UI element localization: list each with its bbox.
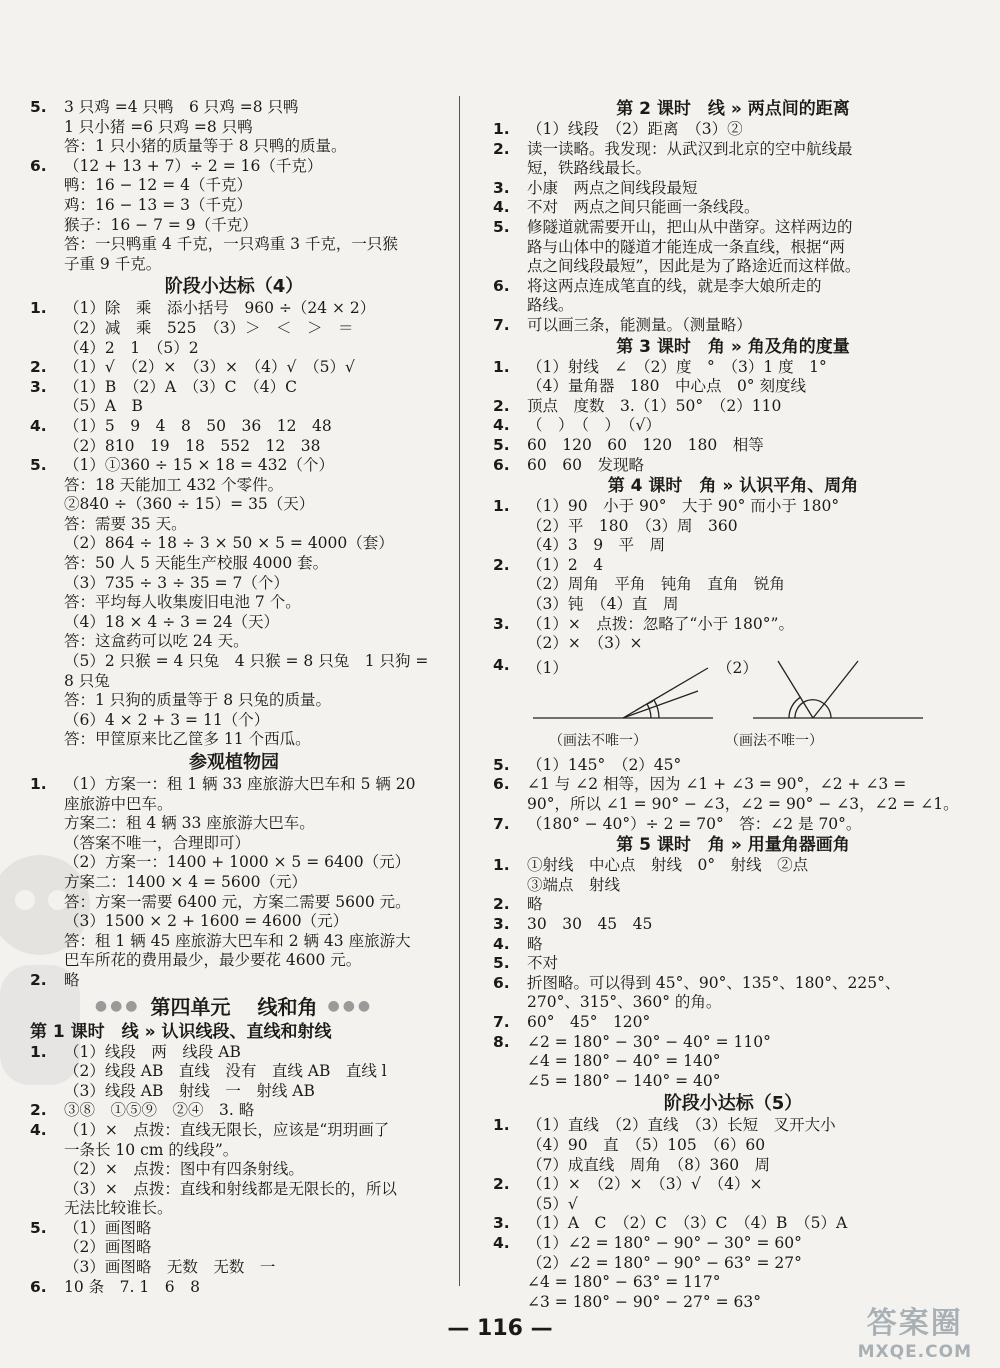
item-number: 1. <box>30 299 47 318</box>
left-column <box>30 98 438 1297</box>
answer-text: 答：租 1 辆 45 座旅游大巴车和 2 辆 43 座旅游大 <box>64 931 411 950</box>
item-number: 2. <box>30 1101 47 1120</box>
answer-text: （1）方案一：租 1 辆 33 座旅游大巴车和 5 辆 20 <box>64 775 416 793</box>
figure-caption-2: （画法不唯一） <box>725 732 823 749</box>
item-number: 5. <box>30 456 47 475</box>
item-number: 1. <box>493 357 510 376</box>
lesson-heading: 第 3 课时 角 » 角及角的度量 <box>616 336 850 357</box>
answer-text: 不对 <box>527 954 559 973</box>
answer-line <box>493 775 973 795</box>
item-number: 2. <box>30 358 47 377</box>
answer-text: 读一读略。我发现：从武汉到北京的空中航线最 <box>527 139 853 158</box>
answer-line <box>493 1254 973 1274</box>
answer-text: ∠3 = 180° − 90° − 27° = 63° <box>527 1292 761 1311</box>
item-number: 5. <box>30 98 47 116</box>
answer-line <box>30 593 438 613</box>
answer-line <box>30 358 438 378</box>
answer-text: 将这两点连成笔直的线，就是李大娘所走的 <box>527 276 822 295</box>
answer-line <box>30 795 438 815</box>
angle-figures <box>493 656 973 752</box>
item-number: 1. <box>30 1042 47 1061</box>
answer-text: （3）× 点拨：直线和射线都是无限长的，所以 <box>64 1179 397 1198</box>
item-number: 3. <box>493 915 510 933</box>
answer-line <box>493 915 973 935</box>
answer-text: ③⑧ ①⑤⑨ ②④ 3. 略 <box>64 1101 255 1120</box>
answer-line <box>493 120 973 140</box>
answer-line <box>30 672 438 692</box>
item-number: 4. <box>493 416 510 435</box>
answer-text: 鸡：16 − 13 = 3（千克） <box>64 195 252 214</box>
figure-label-1: （1） <box>527 658 568 677</box>
answer-text: 答：甲筐原来比乙筐多 11 个西瓜。 <box>64 730 311 749</box>
column-divider <box>459 96 460 1286</box>
answer-line <box>30 417 438 437</box>
item-number: 4. <box>30 416 47 435</box>
answer-line <box>30 1043 438 1063</box>
item-number: 5. <box>493 217 510 236</box>
answer-text: 巴车所花的费用最少，最少要花 4600 元。 <box>64 951 362 970</box>
answer-text: 答：1 只小猪的质量等于 8 只鸭的质量。 <box>64 137 347 156</box>
watermark-main: 答案圈 <box>866 1306 963 1341</box>
answer-line <box>493 1175 973 1195</box>
answer-line <box>30 534 438 554</box>
answer-text: （ ） （ ） （√） <box>527 416 661 435</box>
answer-text: （4）3 9 平 周 <box>527 536 666 555</box>
item-number: 6. <box>493 455 510 474</box>
answer-text: （1）B （2）A （3）C （4）C <box>64 377 298 396</box>
answer-text: ∠2 = 180° − 30° − 40° = 110° <box>527 1032 771 1051</box>
answer-text: ∠1 与 ∠2 相等，因为 ∠1 + ∠3 = 90°，∠2 + ∠3 = <box>527 775 907 794</box>
item-number: 8. <box>493 1032 510 1051</box>
answer-line <box>493 756 973 776</box>
answer-line <box>30 775 438 795</box>
answer-text: 270°、315°、360° 的角。 <box>527 993 722 1012</box>
answer-line <box>493 993 973 1013</box>
answer-text: 猴子：16 − 7 = 9（千克） <box>64 215 258 234</box>
answer-text: （1）× 点拨：直线无限长，应该是“玥玥画了 <box>64 1120 390 1139</box>
item-number: 2. <box>493 1175 510 1194</box>
answer-text: （1）2 4 <box>527 555 604 574</box>
item-number: 2. <box>493 895 510 914</box>
answer-line <box>30 554 438 574</box>
answer-line <box>30 853 438 873</box>
answer-text: （2）810 19 18 552 12 38 <box>64 436 321 455</box>
item-number: 2. <box>30 970 47 989</box>
answer-text: 路与山体中的隧道才能连成一条直线，根据“两 <box>527 237 845 256</box>
answer-line <box>30 814 438 834</box>
answer-line <box>30 1160 438 1180</box>
answer-line <box>493 1234 973 1254</box>
item-number: 1. <box>493 856 510 875</box>
answer-line <box>30 574 438 594</box>
answer-line <box>30 176 438 196</box>
answer-line <box>30 255 438 275</box>
answer-text: （1）∠2 = 180° − 90° − 30° = 60° <box>527 1233 802 1252</box>
item-number: 7. <box>493 814 510 833</box>
answer-line <box>30 971 438 991</box>
section-heading: 参观植物园 <box>189 752 279 773</box>
answer-text: 60 120 60 120 180 相等 <box>527 435 764 454</box>
answer-text: （1）90 小于 90° 大于 90° 而小于 180° <box>527 497 840 516</box>
answer-text: 短，铁路线最长。 <box>527 159 652 178</box>
item-number: 3. <box>30 377 47 396</box>
answer-text: ①射线 中心点 射线 0° 射线 ②点 <box>527 856 809 875</box>
figure-caption-1: （画法不唯一） <box>549 732 647 749</box>
answer-text: （2）∠2 = 180° − 90° − 63° = 27° <box>527 1253 802 1272</box>
answer-line <box>30 1101 438 1121</box>
item-number: 5. <box>493 954 510 973</box>
answer-text: （5）2 只猴 = 4 只兔 4 只猴 = 8 只兔 1 只狗 = <box>64 652 429 671</box>
answer-line <box>493 277 973 297</box>
answer-text: （5）√ <box>527 1194 578 1213</box>
answer-line <box>493 1072 973 1092</box>
watermark-sub: MXQE.COM <box>857 1342 972 1362</box>
answer-line <box>493 575 973 595</box>
answer-text: 座旅游中巴车。 <box>64 794 173 813</box>
answer-line <box>30 1062 438 1082</box>
answer-line <box>30 932 438 952</box>
answer-text: （4）18 × 4 ÷ 3 = 24（天） <box>64 612 280 631</box>
answer-line <box>30 1180 438 1200</box>
answer-text: 路线。 <box>527 296 574 315</box>
item-number: 2. <box>493 555 510 574</box>
answer-line <box>30 1199 438 1219</box>
answer-text: 答：一只鸭重 4 千克，一只鸡重 3 千克，一只猴 <box>64 235 398 254</box>
angle-diagram <box>523 656 943 728</box>
answer-text: 1 只小猪 =6 只鸡 =8 只鸭 <box>64 117 253 136</box>
answer-line <box>30 711 438 731</box>
answer-text: 可以画三条，能测量。（测量略） <box>527 315 752 334</box>
answer-text: 答：18 天能加工 432 个零件。 <box>64 475 284 494</box>
item-number: 3. <box>493 614 510 633</box>
watermark-logo <box>858 1298 972 1362</box>
answer-text: 60° 45° 120° <box>527 1012 651 1031</box>
answer-line <box>30 515 438 535</box>
answer-line <box>493 595 973 615</box>
lesson-heading: 第 2 课时 线 » 两点间的距离 <box>616 99 850 119</box>
answer-text: 答：需要 35 天。 <box>64 514 187 533</box>
answer-text: （2）周角 平角 钝角 直角 锐角 <box>527 575 785 594</box>
answer-text: （2）平 180 （3）周 360 <box>527 516 738 535</box>
answer-line <box>30 157 438 177</box>
answer-line <box>30 1258 438 1278</box>
answer-line <box>30 1082 438 1102</box>
answer-line <box>493 935 973 955</box>
answer-text: （1）线段 两 线段 AB <box>64 1042 241 1061</box>
answer-line <box>30 397 438 417</box>
answer-line <box>493 815 973 835</box>
answer-text: （1）× （2）× （3）√ （4）× <box>527 1175 763 1194</box>
answer-line <box>30 951 438 971</box>
answer-line <box>493 416 973 436</box>
right-column <box>493 98 973 1312</box>
answer-text: 答：平均每人收集废旧电池 7 个。 <box>64 593 301 612</box>
unit-heading <box>30 991 438 1021</box>
answer-text: 鸭：16 − 12 = 4（千克） <box>64 176 252 195</box>
answer-line <box>493 1033 973 1053</box>
answer-line <box>493 1136 973 1156</box>
item-number: 2. <box>493 396 510 415</box>
answer-line <box>493 517 973 537</box>
answer-text: （4）2 1 （5）2 <box>64 338 199 357</box>
answer-text: 答：这盒药可以吃 24 天。 <box>64 632 249 651</box>
dots-decoration: ●●● <box>327 997 374 1014</box>
answer-line <box>493 1052 973 1072</box>
answer-text: 略 <box>527 934 543 953</box>
answer-line <box>30 1121 438 1141</box>
answer-line <box>493 876 973 896</box>
answer-text: （3）735 ÷ 3 ÷ 35 = 7（个） <box>64 573 289 592</box>
answer-text: （180° − 40°）÷ 2 = 70° 答：∠2 是 70°。 <box>527 814 862 833</box>
item-number: 4. <box>493 934 510 953</box>
page-number: — 116 — <box>447 1316 553 1341</box>
item-number: 1. <box>493 1116 510 1135</box>
answer-text: （6）4 × 2 + 3 = 11（个） <box>64 710 270 729</box>
item-number: 3. <box>493 178 510 197</box>
answer-text: （1）线段 （2）距离 （3）② <box>527 120 743 138</box>
answer-text: （12 + 13 + 7）÷ 2 = 16（千克） <box>64 156 323 175</box>
item-number: 1. <box>493 120 510 138</box>
item-number: 3. <box>493 1214 510 1233</box>
answer-text: 小康 两点之间线段最短 <box>527 178 698 197</box>
answer-text: 方案二：1400 × 4 = 5600（元） <box>64 872 307 891</box>
answer-line <box>30 730 438 750</box>
answer-line <box>30 613 438 633</box>
answer-text: 60 60 发现略 <box>527 455 644 474</box>
dots-decoration: ●●● <box>94 997 141 1014</box>
figure-label-2: （2） <box>717 658 758 677</box>
answer-text: 90°，所以 ∠1 = 90° − ∠3，∠2 = 90° − ∠3，∠2 = ∠1。 <box>527 795 959 814</box>
answer-text: （5）A B <box>64 397 143 416</box>
answer-text: （2）864 ÷ 18 ÷ 3 × 50 × 5 = 4000（套） <box>64 534 394 553</box>
answer-text: （2）× 点拨：图中有四条射线。 <box>64 1160 304 1179</box>
answer-line <box>493 179 973 199</box>
answer-line <box>30 632 438 652</box>
answer-text: （1）× 点拨：忽略了“小于 180°”。 <box>527 614 794 633</box>
answer-line <box>493 1273 973 1293</box>
answer-text: 子重 9 千克。 <box>64 254 162 273</box>
answer-text: ∠4 = 180° − 63° = 117° <box>527 1273 721 1292</box>
answer-line <box>30 339 438 359</box>
answer-line <box>30 437 438 457</box>
answer-text: （1）①360 ÷ 15 × 18 = 432（个） <box>64 456 335 475</box>
answer-text: 30 30 45 45 <box>527 915 653 933</box>
answer-text: ∠4 = 180° − 40° = 140° <box>527 1052 721 1071</box>
lesson-heading: 第 5 课时 角 » 用量角器画角 <box>616 835 850 856</box>
section-heading: 阶段小达标（4） <box>164 276 304 298</box>
answer-text: （3）1500 × 2 + 1600 = 4600（元） <box>64 912 349 931</box>
answer-text: 略 <box>527 895 543 914</box>
answer-text: （2）画图略 <box>64 1238 152 1257</box>
answer-line <box>30 652 438 672</box>
lesson-heading: 第 1 课时 线 » 认识线段、直线和射线 <box>30 1021 332 1042</box>
item-number: 1. <box>30 775 47 793</box>
answer-line <box>493 159 973 179</box>
answer-line <box>493 140 973 160</box>
answer-line <box>30 834 438 854</box>
answer-line <box>493 397 973 417</box>
answer-line <box>30 873 438 893</box>
answer-line <box>493 536 973 556</box>
answer-line <box>30 893 438 913</box>
answer-text: ③端点 射线 <box>527 875 621 894</box>
answer-text: ②840 ÷（360 ÷ 15）= 35（天） <box>64 495 315 514</box>
answer-line <box>493 974 973 994</box>
answer-line <box>30 235 438 255</box>
answer-text: 3 只鸡 =4 只鸭 6 只鸡 =8 只鸭 <box>64 98 299 116</box>
answer-line <box>30 912 438 932</box>
answer-line <box>493 954 973 974</box>
answer-text: （3）画图略 无数 无数 一 <box>64 1258 276 1277</box>
answer-text: 点之间线段最短”，因此是为了路途近而这样做。 <box>527 257 861 276</box>
answer-line <box>493 634 973 654</box>
answer-line <box>30 299 438 319</box>
answer-line <box>30 476 438 496</box>
answer-text: （4）90 直 （5）105 （6）60 <box>527 1135 766 1154</box>
answer-line <box>30 378 438 398</box>
answer-text: （1）A C （2）C （3）C （4）B （5）A <box>527 1214 848 1233</box>
answer-line <box>493 856 973 876</box>
answer-line <box>493 1116 973 1136</box>
answer-line <box>30 319 438 339</box>
answer-line <box>493 497 973 517</box>
answer-text: （2）方案一：1400 + 1000 × 5 = 6400（元） <box>64 853 411 872</box>
answer-text: （1）画图略 <box>64 1218 152 1237</box>
answer-line <box>30 137 438 157</box>
answer-line <box>493 377 973 397</box>
answer-line <box>493 238 973 258</box>
item-number: 5. <box>30 1218 47 1237</box>
answer-text: 顶点 度数 3.（1）50° （2）110 <box>527 396 782 415</box>
item-number: 6. <box>493 276 510 295</box>
answer-text: 10 条 7. 1 6 8 <box>64 1277 200 1296</box>
lesson-heading: 第 4 课时 角 » 认识平角、周角 <box>607 476 859 497</box>
item-number: 7. <box>493 1012 510 1031</box>
answer-text: （1）5 9 4 8 50 36 12 48 <box>64 416 332 435</box>
answer-line <box>493 556 973 576</box>
answer-text: 答：方案一需要 6400 元，方案二需要 5600 元。 <box>64 892 411 911</box>
answer-line <box>30 691 438 711</box>
item-number: 4. <box>493 1233 510 1252</box>
answer-text: 答：1 只狗的质量等于 8 只兔的质量。 <box>64 691 332 710</box>
answer-line <box>30 1238 438 1258</box>
answer-text: （1）直线 （2）直线 （3）长短 叉开大小 <box>527 1116 836 1135</box>
answer-text: （1）√ （2）× （3）× （4）√ （5）√ <box>64 358 355 377</box>
answer-text: （答案不唯一，合理即可） <box>64 833 251 852</box>
section-heading: 阶段小达标（5） <box>663 1093 803 1115</box>
answer-line <box>30 456 438 476</box>
answer-line <box>30 98 438 118</box>
answer-line <box>493 218 973 238</box>
item-number: 7. <box>493 315 510 334</box>
answer-line <box>30 1141 438 1161</box>
answer-line <box>493 795 973 815</box>
answer-line <box>493 615 973 635</box>
answer-text: 略 <box>64 970 80 989</box>
answer-text: 修隧道就需要开山，把山从中凿穿。这样两边的 <box>527 217 853 236</box>
answer-text: 无法比较谁长。 <box>64 1199 173 1218</box>
answer-text: 一条长 10 cm 的线段”。 <box>64 1140 239 1159</box>
answer-text: （7）成直线 周角 （8）360 周 <box>527 1155 771 1174</box>
answer-line <box>493 1156 973 1176</box>
answer-text: （3）线段 AB 射线 一 射线 AB <box>64 1081 315 1100</box>
answer-line <box>493 198 973 218</box>
answer-line <box>493 895 973 915</box>
item-number: 1. <box>493 497 510 516</box>
answer-line <box>493 1195 973 1215</box>
item-number: 6. <box>493 973 510 992</box>
unit-title: 第四单元 线和角 <box>150 995 318 1020</box>
answer-line <box>30 216 438 236</box>
answer-text: （4）量角器 180 中心点 0° 刻度线 <box>527 377 806 396</box>
answer-line <box>493 296 973 316</box>
item-number: 5. <box>493 755 510 774</box>
answer-text: （1）射线 ∠ （2）度 ° （3）1 度 1° <box>527 357 827 376</box>
answer-text: （2）线段 AB 直线 没有 直线 AB 直线 l <box>64 1062 387 1081</box>
answer-line <box>493 257 973 277</box>
item-number: 4. <box>493 655 510 674</box>
answer-line <box>493 1214 973 1234</box>
answer-line <box>30 196 438 216</box>
answer-text: （1）除 乘 添小括号 960 ÷（24 × 2） <box>64 299 376 318</box>
answer-line <box>30 495 438 515</box>
answer-text: 折图略。可以得到 45°、90°、135°、180°、225°、 <box>527 973 901 992</box>
answer-text: （2）减 乘 525 （3）＞ ＜ ＞ ＝ <box>64 318 354 337</box>
item-number: 4. <box>30 1120 47 1139</box>
answer-line <box>30 118 438 138</box>
item-number: 6. <box>30 1277 47 1296</box>
answer-text: （3）钝 （4）直 周 <box>527 595 679 614</box>
item-number: 6. <box>493 775 510 794</box>
item-number: 2. <box>493 139 510 158</box>
item-number: 6. <box>30 156 47 175</box>
answer-text: 答：50 人 5 天能生产校服 4000 套。 <box>64 554 329 573</box>
answer-line <box>30 1219 438 1239</box>
item-number: 4. <box>493 198 510 217</box>
answer-line <box>493 1013 973 1033</box>
answer-text: 不对 两点之间只能画一条线段。 <box>527 198 760 217</box>
answer-line <box>30 1278 438 1298</box>
answer-line <box>493 436 973 456</box>
answer-text: （1）145° （2）45° <box>527 755 682 774</box>
answer-text: ∠5 = 180° − 140° = 40° <box>527 1071 721 1090</box>
item-number: 5. <box>493 435 510 454</box>
answer-text: 方案二：租 4 辆 33 座旅游大巴车。 <box>64 814 315 833</box>
answer-text: （2）× （3）× <box>527 634 643 653</box>
answer-line <box>493 316 973 336</box>
answer-line <box>493 358 973 378</box>
answer-line <box>493 456 973 476</box>
answer-text: 8 只兔 <box>64 671 110 690</box>
